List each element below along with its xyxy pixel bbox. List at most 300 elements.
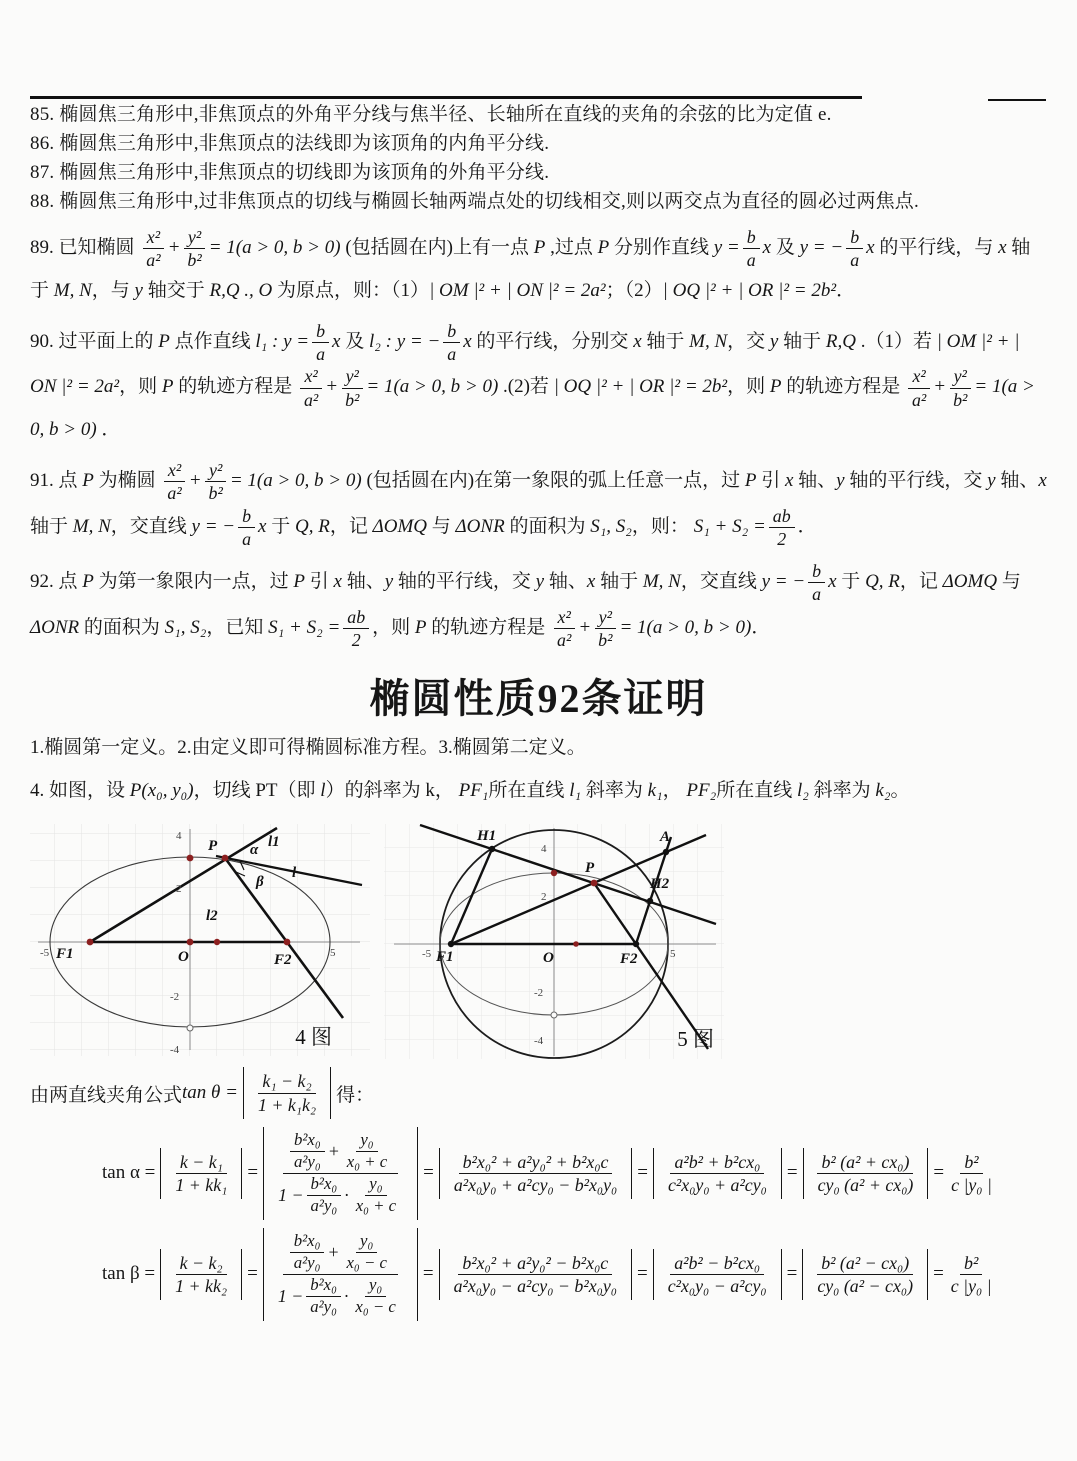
math-text: x — [463, 330, 472, 352]
text-run: 4. 如图，设 — [30, 780, 130, 802]
math-text: P — [533, 237, 546, 259]
math-text: x — [762, 237, 772, 259]
math-text: · — [343, 1286, 349, 1307]
math-fraction — [342, 1231, 390, 1274]
math-text: b² — [208, 483, 223, 504]
text-run: 所在直线 — [716, 780, 797, 802]
math-fraction — [808, 560, 825, 606]
text-run: ）的斜率为 k， — [325, 780, 459, 802]
math-text: ab — [347, 606, 366, 627]
fig4-label-O: O — [178, 949, 189, 966]
math-fraction — [312, 320, 329, 366]
math-fraction — [949, 365, 971, 411]
math-fraction — [351, 1275, 399, 1318]
item-85: 85. 椭圆焦三角形中,非焦顶点的外角平分线与焦半径、长轴所在直线的夹角的余弦的比为定值 e. — [30, 104, 832, 125]
fig5-label-P: P — [585, 860, 595, 877]
math-text: b — [447, 320, 457, 341]
figure-5 — [384, 824, 724, 1059]
math-text: l₂ : y = − — [369, 330, 441, 352]
text-run: ，记 — [899, 571, 943, 593]
absolute-value — [160, 1249, 242, 1301]
text-run: ，则 — [727, 376, 770, 398]
math-fraction — [142, 226, 164, 272]
math-text: y = — [713, 237, 740, 259]
text-run: (包括圆在内)上有一点 — [345, 237, 534, 259]
text-run: 的面积为 — [504, 515, 591, 537]
fig5-tick-m4: -4 — [534, 1035, 544, 1048]
math-text: M, N — [53, 279, 92, 301]
text-run: 轴于 — [30, 515, 73, 537]
top-rule-long — [30, 96, 862, 99]
math-text: P — [414, 616, 427, 638]
math-text: = 1(a > 0, b > 0) — [30, 376, 1035, 440]
math-text: x — [332, 330, 341, 352]
fig4-point-axis — [214, 939, 220, 945]
fig4-tick-4: 4 — [176, 830, 182, 843]
text-run: = — [247, 1263, 258, 1285]
math-text: b² (a² − cx₀) — [821, 1252, 910, 1273]
text-run: 为原点，则：（1） — [272, 279, 430, 301]
math-text: y₀ — [368, 1274, 383, 1294]
math-text: l₂ — [797, 780, 809, 802]
text-run: 与 — [427, 515, 456, 537]
text-run: 的轨迹方程是 — [781, 376, 905, 398]
math-text: y — [987, 470, 996, 492]
fig5-open-point-bottom — [551, 1012, 557, 1018]
math-text: b²x₀² + a²y₀² − b²x₀c — [462, 1252, 609, 1273]
math-text: y = − — [761, 571, 806, 593]
math-text: a² — [146, 250, 161, 271]
item-4 — [30, 772, 1047, 810]
text-run: tan β = — [102, 1263, 156, 1285]
math-text: S₁, S₂ — [590, 515, 632, 537]
fig5-label-H2: H2 — [650, 876, 670, 893]
math-fraction — [341, 365, 363, 411]
text-run: 及 — [771, 237, 800, 259]
text-run: = — [786, 1263, 798, 1285]
math-fraction — [594, 606, 616, 652]
math-text: l₁ : y = — [255, 330, 310, 352]
item-89 — [30, 226, 1047, 310]
math-text: PF₁ — [458, 780, 489, 802]
text-run: ，记 — [329, 515, 373, 537]
math-text: + — [325, 376, 339, 398]
fig4-label-beta: β — [256, 874, 264, 891]
math-text: ab — [772, 505, 791, 526]
math-text: x — [784, 470, 794, 492]
math-text: a²b² − b²cx₀ — [674, 1252, 761, 1273]
page-header-rules — [30, 0, 1047, 100]
math-fraction — [183, 226, 205, 272]
math-text: b² — [964, 1151, 979, 1172]
math-text: + — [167, 237, 181, 259]
text-run: 引 — [756, 470, 785, 492]
math-text: l — [320, 780, 326, 802]
text-run: 与 — [997, 571, 1021, 593]
math-text: b² — [187, 250, 202, 271]
math-text: y² — [187, 227, 202, 247]
fig4-point-P — [222, 855, 229, 862]
math-text: a — [316, 343, 326, 364]
math-text: b² — [964, 1252, 979, 1273]
math-text: ΔOMQ — [942, 571, 998, 593]
math-fraction — [171, 1252, 231, 1298]
math-text: a — [447, 343, 457, 364]
text-run: 轴于 — [30, 237, 1031, 301]
text-run: 轴、 — [793, 470, 837, 492]
math-text: x — [866, 237, 875, 259]
math-fraction — [171, 1151, 231, 1197]
math-text: = 1(a > 0, b > 0) — [619, 616, 752, 638]
math-text: x — [1038, 470, 1047, 492]
text-run: 的平行线，与 — [874, 237, 999, 259]
math-text: P — [82, 571, 94, 593]
absolute-value — [243, 1067, 331, 1119]
math-text: y — [535, 571, 545, 593]
item-91 — [30, 459, 1047, 550]
math-text: x₀ − c — [355, 1296, 396, 1316]
math-text: b² — [953, 389, 968, 410]
math-text: + — [578, 616, 592, 638]
text-run: tan α = — [102, 1162, 156, 1184]
text-run: 轴交于 — [142, 279, 210, 301]
fig5-point-F2 — [633, 941, 639, 947]
math-fraction — [352, 1174, 400, 1217]
math-text: a²y₀ — [310, 1195, 338, 1215]
figures-row — [30, 824, 1047, 1059]
item-92 — [30, 560, 1047, 651]
math-text: x — [633, 330, 642, 352]
math-text: b — [242, 505, 252, 526]
fig4-label-alpha: α — [250, 842, 259, 859]
math-text: P — [597, 237, 610, 259]
math-text: k₁ — [647, 780, 663, 802]
fig5-point-A — [663, 849, 669, 855]
math-text: ΔOMQ — [372, 515, 428, 537]
text-run: 90. 过平面上的 — [30, 330, 159, 352]
math-text: 2 — [351, 630, 361, 651]
math-text: a — [812, 584, 822, 605]
fig5-label-F2: F2 — [620, 951, 638, 968]
tan-beta-formula — [30, 1228, 1047, 1321]
math-text: P — [161, 376, 174, 398]
math-text: x² — [912, 366, 926, 387]
math-text: ΔONR — [30, 616, 80, 638]
text-run: 点作直线 — [169, 330, 256, 352]
text-run: 轴于 — [595, 571, 643, 593]
absolute-value — [160, 1148, 242, 1200]
text-run: 由两直线夹角公式 — [30, 1084, 183, 1106]
text-run: 得： — [336, 1084, 375, 1106]
math-text: a² — [303, 389, 319, 410]
text-run: .(2)若 — [498, 376, 554, 398]
top-rule-short — [988, 99, 1046, 101]
math-text: x² — [167, 459, 182, 480]
text-run: 的轨迹方程是 — [173, 376, 297, 398]
math-text: M, N — [642, 571, 681, 593]
math-text: x² — [557, 606, 571, 627]
math-text: b² — [345, 389, 360, 410]
math-text: y² — [598, 606, 612, 627]
text-run: 分别作直线 — [609, 237, 714, 259]
math-text: P(x₀, y₀) — [129, 780, 194, 802]
math-text: c²x₀y₀ − a²cy₀ — [667, 1275, 767, 1296]
fig4-tick-2: 2 — [176, 883, 182, 896]
text-run: ． — [96, 418, 121, 440]
math-text: 1 + kk₂ — [175, 1275, 228, 1296]
angle-formula-line — [30, 1067, 1047, 1119]
math-fraction — [274, 1231, 407, 1318]
text-run: 斜率为 — [808, 780, 876, 802]
math-text: x — [828, 571, 837, 593]
text-run: 的轨迹方程是 — [426, 616, 551, 638]
fig4-label-l2: l2 — [206, 908, 218, 925]
math-fraction — [307, 1174, 342, 1217]
math-text: = 1(a > 0, b > 0) — [366, 376, 499, 398]
text-run: = — [637, 1162, 648, 1184]
math-text: y² — [345, 366, 359, 387]
math-text: · — [344, 1185, 349, 1206]
math-text: y² — [209, 459, 223, 480]
text-run: ；（2） — [605, 279, 663, 301]
math-fraction — [769, 505, 795, 551]
math-fraction — [450, 1151, 621, 1197]
text-run: 89. 已知椭圆 — [30, 237, 140, 259]
fig5-tick-5: 5 — [670, 948, 676, 961]
math-text: = 1(a > 0, b > 0) — [208, 237, 346, 259]
math-fraction — [664, 1252, 771, 1298]
math-text: a² — [911, 389, 927, 410]
text-run: 的面积为 — [79, 616, 165, 638]
math-text: k₁ − k₂ — [262, 1071, 312, 1092]
math-text: P — [769, 376, 782, 398]
math-text: 2 — [777, 528, 787, 549]
math-text: k − k₂ — [179, 1252, 223, 1273]
item-87: 87. 椭圆焦三角形中,非焦顶点的切线即为该顶角的外角平分线. — [30, 162, 550, 183]
fig4-point-minor-top — [187, 855, 194, 862]
math-text: y = − — [191, 515, 236, 537]
text-run: ． — [797, 515, 817, 537]
math-text: a — [850, 250, 860, 271]
math-text: l₁ — [569, 780, 582, 802]
text-run: ，则 — [372, 616, 415, 638]
text-run: ． — [836, 279, 856, 301]
text-run: = — [423, 1162, 434, 1184]
math-text: ΔONR — [455, 515, 505, 537]
math-text: x₀ + c — [346, 1151, 388, 1171]
math-text: k₂ — [875, 780, 891, 802]
text-run: ，则 — [119, 376, 162, 398]
math-fraction — [205, 459, 227, 505]
absolute-value — [802, 1249, 928, 1301]
math-fraction — [300, 365, 322, 411]
math-text: | OQ |² + | OR |² = 2b² — [662, 279, 837, 301]
math-text: a — [242, 528, 252, 549]
fig4-label-P: P — [208, 838, 218, 855]
math-text: b — [746, 227, 756, 247]
math-text: S₁ + S₂ = — [693, 515, 766, 537]
fig5-point-minor-top — [551, 870, 557, 876]
text-run: 于 — [836, 571, 866, 593]
math-text: PF₂ — [686, 780, 717, 802]
math-text: P — [293, 571, 305, 593]
math-fraction — [813, 1252, 917, 1298]
text-run: ，交直线 — [110, 515, 192, 537]
math-text: 1 − — [277, 1286, 304, 1307]
absolute-value — [653, 1148, 782, 1200]
text-run: 为第一象限内一点，过 — [93, 571, 294, 593]
text-run: 91. 点 — [30, 470, 83, 492]
math-fraction — [947, 1151, 996, 1197]
fig4-label-F1: F1 — [56, 946, 74, 963]
math-fraction — [947, 1252, 996, 1298]
text-run: 。 — [890, 780, 910, 802]
math-text: x — [998, 237, 1007, 259]
math-text: M, N — [72, 515, 111, 537]
text-run: 为椭圆 — [93, 470, 161, 492]
math-text: b²x₀ — [310, 1173, 338, 1193]
text-run: 及 — [340, 330, 369, 352]
text-run: 所在直线 — [488, 780, 570, 802]
math-text: | OM |² + | ON |² = 2a² — [429, 279, 606, 301]
math-text: x₀ + c — [355, 1195, 397, 1215]
math-text: b — [316, 320, 326, 341]
figure-5-caption: 5 图 — [677, 1027, 714, 1052]
figure-4 — [30, 824, 370, 1059]
math-fraction — [306, 1275, 341, 1318]
math-fraction — [553, 606, 575, 652]
absolute-value — [803, 1148, 929, 1200]
math-text: a²y₀ — [310, 1296, 337, 1316]
text-run: 轴、 — [995, 470, 1039, 492]
math-fraction — [238, 505, 255, 551]
math-text: y₀ — [369, 1173, 383, 1193]
fig5-tick-4: 4 — [541, 843, 547, 856]
math-text: b — [812, 561, 822, 582]
math-text: + — [933, 376, 947, 398]
text-run: 轴、 — [544, 571, 587, 593]
text-run: 轴于 — [641, 330, 690, 352]
math-fraction — [743, 226, 760, 272]
math-text: y — [384, 571, 394, 593]
fig5-point-F1 — [448, 941, 454, 947]
math-text: y — [836, 470, 845, 492]
math-text: y — [769, 330, 779, 352]
fig5-tick-m5: -5 — [422, 948, 432, 961]
fig5-tick-2: 2 — [541, 891, 547, 904]
fig5-point-H2 — [647, 898, 653, 904]
fig4-point-F2 — [284, 939, 291, 946]
math-text: P — [744, 470, 757, 492]
math-fraction — [290, 1130, 325, 1173]
text-run: 轴于 — [778, 330, 826, 352]
math-text: R,Q — [825, 330, 856, 352]
math-text: + — [327, 1141, 340, 1162]
text-run: ，则： — [631, 515, 694, 537]
fig4-tick-m5: -5 — [40, 947, 50, 960]
math-text: a²x₀y₀ − a²cy₀ − b²x₀y₀ — [453, 1275, 617, 1296]
math-text: P — [158, 330, 170, 352]
fig5-tick-m2: -2 — [534, 987, 544, 1000]
text-run: ，已知 — [206, 616, 269, 638]
math-text: c |y₀ | — [950, 1275, 992, 1296]
text-run: 轴、 — [341, 571, 385, 593]
text-run: 的平行线，分别交 — [471, 330, 634, 352]
math-text: b²x₀ — [293, 1230, 321, 1250]
math-text: y — [134, 279, 143, 301]
math-fraction — [846, 226, 863, 272]
absolute-value — [653, 1249, 782, 1301]
text-run: ，交直线 — [680, 571, 762, 593]
tan-alpha-formula — [30, 1127, 1047, 1220]
math-fraction — [274, 1130, 407, 1217]
text-run: ，切线 PT（即 — [193, 780, 321, 802]
math-fraction — [443, 320, 460, 366]
definitions-line: 1.椭圆第一定义。2.由定义即可得椭圆标准方程。3.椭圆第二定义。 — [30, 737, 586, 759]
absolute-value — [439, 1148, 632, 1200]
math-text: k − k₁ — [179, 1151, 223, 1172]
math-text: Q, R — [865, 571, 900, 593]
math-text: b² — [598, 630, 613, 651]
math-text: a²x₀y₀ + a²cy₀ − b²x₀y₀ — [453, 1174, 618, 1195]
fig4-open-point-bottom — [187, 1025, 193, 1031]
text-run: = — [786, 1162, 798, 1184]
math-text: x — [258, 515, 267, 537]
math-text: b²x₀² + a²y₀² + b²x₀c — [462, 1151, 609, 1172]
math-text: = 1(a > 0, b > 0) — [229, 470, 362, 492]
math-fraction — [908, 365, 930, 411]
math-fraction — [254, 1070, 320, 1116]
math-text: x² — [146, 227, 161, 247]
text-run: = — [422, 1263, 434, 1285]
text-run: ,过点 — [545, 237, 598, 259]
fig4-tick-m2: -2 — [170, 991, 180, 1004]
math-text: c |y₀ | — [951, 1174, 992, 1195]
math-text: c²x₀y₀ + a²cy₀ — [667, 1174, 767, 1195]
text-run: 引 — [305, 571, 334, 593]
math-text: y₀ — [360, 1230, 374, 1250]
math-text: a²y₀ — [294, 1151, 321, 1171]
text-run: ． — [751, 616, 771, 638]
math-text: cy₀ (a² − cx₀) — [817, 1275, 914, 1296]
text-run: 轴的平行线，交 — [393, 571, 536, 593]
math-text: a² — [557, 630, 572, 651]
math-text: P — [82, 470, 94, 492]
math-fraction — [450, 1252, 621, 1298]
fig4-tick-5: 5 — [330, 947, 336, 960]
text-run: = — [247, 1162, 259, 1184]
math-text: M, N — [689, 330, 728, 352]
math-text: y = − — [799, 237, 844, 259]
math-fraction — [163, 459, 185, 505]
math-text: S₁, S₂ — [164, 616, 207, 638]
fig5-label-F1: F1 — [436, 949, 454, 966]
math-text: b — [850, 227, 860, 247]
absolute-value — [263, 1228, 418, 1321]
item-86: 86. 椭圆焦三角形中,非焦顶点的法线即为该顶角的内角平分线. — [30, 133, 550, 154]
fig4-label-l1: l1 — [268, 834, 280, 851]
math-text: b² (a² + cx₀) — [821, 1151, 910, 1172]
text-run: 轴的平行线，交 — [844, 470, 988, 492]
math-fraction — [290, 1231, 325, 1274]
fig5-label-H1: H1 — [477, 828, 497, 845]
math-text: x² — [304, 366, 318, 387]
absolute-value — [263, 1127, 418, 1220]
text-run: (包括圆在内)在第一象限的弧上任意一点，过 — [361, 470, 745, 492]
math-text: a²b² + b²cx₀ — [674, 1151, 761, 1172]
math-fraction — [343, 606, 369, 652]
fig5-label-A: A — [660, 829, 671, 846]
